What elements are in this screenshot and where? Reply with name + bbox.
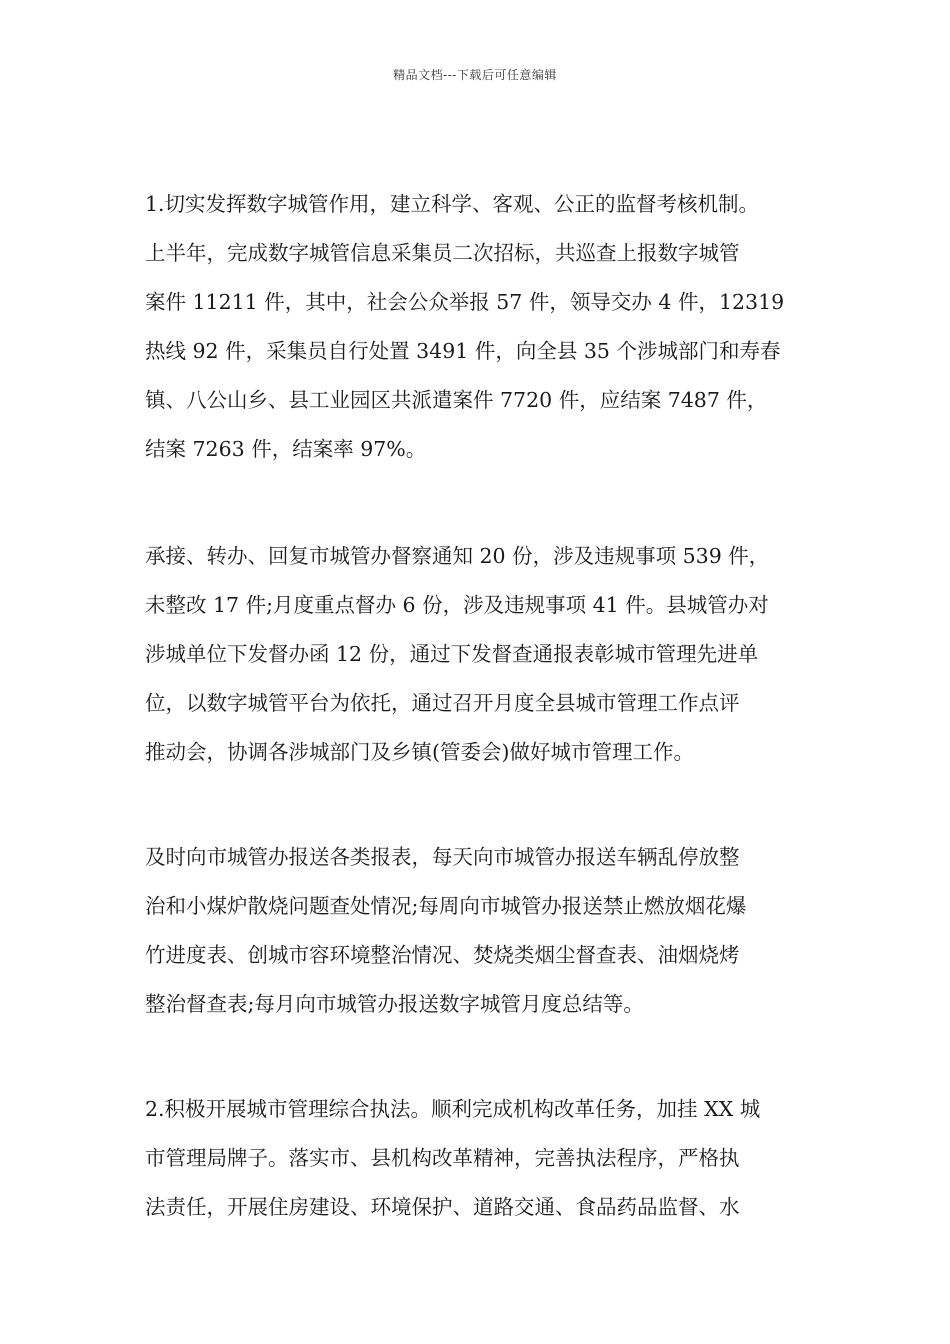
text-line: 治和小煤炉散烧问题查处情况;每周向市城管办报送禁止燃放烟花爆 <box>145 894 747 918</box>
paragraph-reporting <box>145 833 746 1029</box>
text-line: 市管理局牌子。落实市、县机构改革精神，完善执法程序，严格执 <box>145 1146 740 1170</box>
text-line: 未整改 17 件;月度重点督办 6 份，涉及违规事项 41 件。县城管办对 <box>145 593 769 617</box>
text-line: 热线 92 件，采集员自行处置 3491 件，向全县 35 个涉城部门和寿春 <box>145 339 781 363</box>
text-line: 1.切实发挥数字城管作用，建立科学、客观、公正的监督考核机制。 <box>145 192 760 216</box>
text-line: 案件 11211 件，其中，社会公众举报 57 件，领导交办 4 件，12319 <box>145 290 785 314</box>
text-line: 推动会，协调各涉城部门及乡镇(管委会)做好城市管理工作。 <box>145 740 694 764</box>
text-line: 整治督查表;每月向市城管办报送数字城管月度总结等。 <box>145 992 644 1016</box>
paragraph-digital-urban-management <box>145 180 784 474</box>
paragraph-law-enforcement <box>145 1085 760 1232</box>
text-line: 镇、八公山乡、县工业园区共派遣案件 7720 件，应结案 7487 件， <box>145 388 768 412</box>
text-line: 上半年，完成数字城管信息采集员二次招标，共巡查上报数字城管 <box>145 241 740 265</box>
text-line: 承接、转办、回复市城管办督察通知 20 份，涉及违规事项 539 件， <box>145 544 770 568</box>
text-line: 涉城单位下发督办函 12 份，通过下发督查通报表彰城市管理先进单 <box>145 642 759 666</box>
text-line: 及时向市城管办报送各类报表，每天向市城管办报送车辆乱停放整 <box>145 845 740 869</box>
text-line: 位，以数字城管平台为依托，通过召开月度全县城市管理工作点评 <box>145 691 740 715</box>
page-header: 精品文档---下载后可任意编辑 <box>393 68 557 82</box>
paragraph-supervision-notices <box>145 532 769 777</box>
text-line: 结案 7263 件，结案率 97%。 <box>145 437 427 461</box>
text-line: 2.积极开展城市管理综合执法。顺利完成机构改革任务，加挂 XX 城 <box>145 1097 761 1121</box>
text-line: 法责任，开展住房建设、环境保护、道路交通、食品药品监督、水 <box>145 1195 740 1219</box>
text-line: 竹进度表、创城市容环境整治情况、焚烧类烟尘督查表、油烟烧烤 <box>145 943 740 967</box>
